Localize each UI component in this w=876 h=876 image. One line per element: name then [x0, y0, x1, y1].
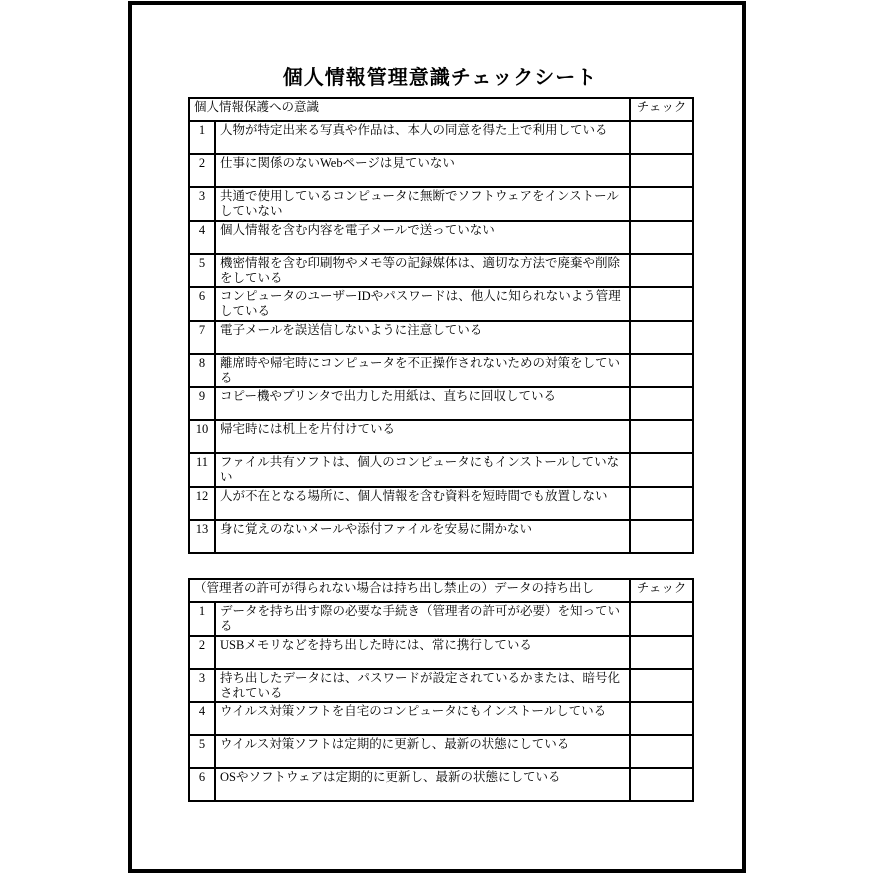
- check-cell: [630, 154, 693, 187]
- row-number: 5: [189, 254, 215, 288]
- checklist-item-text: 仕事に関係のないWebページは見ていない: [215, 154, 630, 187]
- check-cell: [630, 121, 693, 154]
- checklist-item-text: ウイルス対策ソフトは定期的に更新し、最新の状態にしている: [215, 735, 630, 768]
- table-row: [189, 735, 693, 768]
- check-cell: [630, 187, 693, 221]
- row-number: 6: [189, 768, 215, 801]
- table-header-row: [189, 579, 693, 602]
- check-cell: [630, 520, 693, 553]
- row-number: 3: [189, 669, 215, 703]
- check-cell: [630, 735, 693, 768]
- checklist-item-text: 帰宅時には机上を片付けている: [215, 420, 630, 453]
- check-cell: [630, 768, 693, 801]
- table-header-row: [189, 98, 693, 121]
- row-number: 7: [189, 321, 215, 354]
- checklist-item-text: 共通で使用しているコンピュータに無断でソフトウェアをインストールしていない: [215, 187, 630, 221]
- table-row: [189, 254, 693, 288]
- row-number: 1: [189, 121, 215, 154]
- checklist-item-text: USBメモリなどを持ち出した時には、常に携行している: [215, 636, 630, 669]
- table-row: [189, 221, 693, 254]
- table-row: [189, 702, 693, 735]
- row-number: 6: [189, 287, 215, 321]
- table-row: [189, 121, 693, 154]
- row-number: 2: [189, 154, 215, 187]
- table-row: [189, 420, 693, 453]
- row-number: 4: [189, 702, 215, 735]
- check-cell: [630, 602, 693, 636]
- table-row: [189, 520, 693, 553]
- checklist-item-text: コンピュータのユーザーIDやパスワードは、他人に知られないよう管理している: [215, 287, 630, 321]
- check-column-header: チェック: [630, 98, 693, 121]
- check-cell: [630, 636, 693, 669]
- checklist-item-text: OSやソフトウェアは定期的に更新し、最新の状態にしている: [215, 768, 630, 801]
- check-cell: [630, 387, 693, 420]
- table-row: [189, 154, 693, 187]
- row-number: 1: [189, 602, 215, 636]
- checklist-item-text: 持ち出したデータには、パスワードが設定されているかまたは、暗号化されている: [215, 669, 630, 703]
- checklist-item-text: コピー機やプリンタで出力した用紙は、直ちに回収している: [215, 387, 630, 420]
- row-number: 8: [189, 354, 215, 388]
- row-number: 10: [189, 420, 215, 453]
- check-cell: [630, 702, 693, 735]
- table-row: [189, 321, 693, 354]
- data-takeout-checklist-table: [188, 578, 694, 802]
- checklist-item-text: 離席時や帰宅時にコンピュータを不正操作されないための対策をしている: [215, 354, 630, 388]
- check-cell: [630, 669, 693, 703]
- check-cell: [630, 453, 693, 487]
- row-number: 9: [189, 387, 215, 420]
- table-row: [189, 387, 693, 420]
- section-header-label: 個人情報保護への意識: [189, 98, 630, 121]
- row-number: 12: [189, 487, 215, 520]
- row-number: 5: [189, 735, 215, 768]
- checklist-item-text: ファイル共有ソフトは、個人のコンピュータにもインストールしていない: [215, 453, 630, 487]
- table-row: [189, 187, 693, 221]
- section-header-label: （管理者の許可が得られない場合は持ち出し禁止の）データの持ち出し: [189, 579, 630, 602]
- table-row: [189, 453, 693, 487]
- page-title: 個人情報管理意識チェックシート: [282, 65, 598, 89]
- row-number: 11: [189, 453, 215, 487]
- checklist-item-text: 人物が特定出来る写真や作品は、本人の同意を得た上で利用している: [215, 121, 630, 154]
- checklist-item-text: ウイルス対策ソフトを自宅のコンピュータにもインストールしている: [215, 702, 630, 735]
- table-row: [189, 487, 693, 520]
- checklist-item-text: 個人情報を含む内容を電子メールで送っていない: [215, 221, 630, 254]
- row-number: 4: [189, 221, 215, 254]
- row-number: 13: [189, 520, 215, 553]
- row-number: 2: [189, 636, 215, 669]
- check-cell: [630, 321, 693, 354]
- check-cell: [630, 487, 693, 520]
- table-row: [189, 602, 693, 636]
- checklist-item-text: データを持ち出す際の必要な手続き（管理者の許可が必要）を知っている: [215, 602, 630, 636]
- table-row: [189, 287, 693, 321]
- check-cell: [630, 420, 693, 453]
- check-cell: [630, 221, 693, 254]
- checklist-item-text: 身に覚えのないメールや添付ファイルを安易に開かない: [215, 520, 630, 553]
- check-cell: [630, 254, 693, 288]
- checklist-item-text: 電子メールを誤送信しないように注意している: [215, 321, 630, 354]
- table-row: [189, 768, 693, 801]
- table-row: [189, 354, 693, 388]
- check-column-header: チェック: [630, 579, 693, 602]
- row-number: 3: [189, 187, 215, 221]
- table-row: [189, 636, 693, 669]
- checklist-item-text: 機密情報を含む印刷物やメモ等の記録媒体は、適切な方法で廃棄や削除をしている: [215, 254, 630, 288]
- awareness-checklist-table: [188, 97, 694, 554]
- table-row: [189, 669, 693, 703]
- checklist-item-text: 人が不在となる場所に、個人情報を含む資料を短時間でも放置しない: [215, 487, 630, 520]
- check-cell: [630, 354, 693, 388]
- check-cell: [630, 287, 693, 321]
